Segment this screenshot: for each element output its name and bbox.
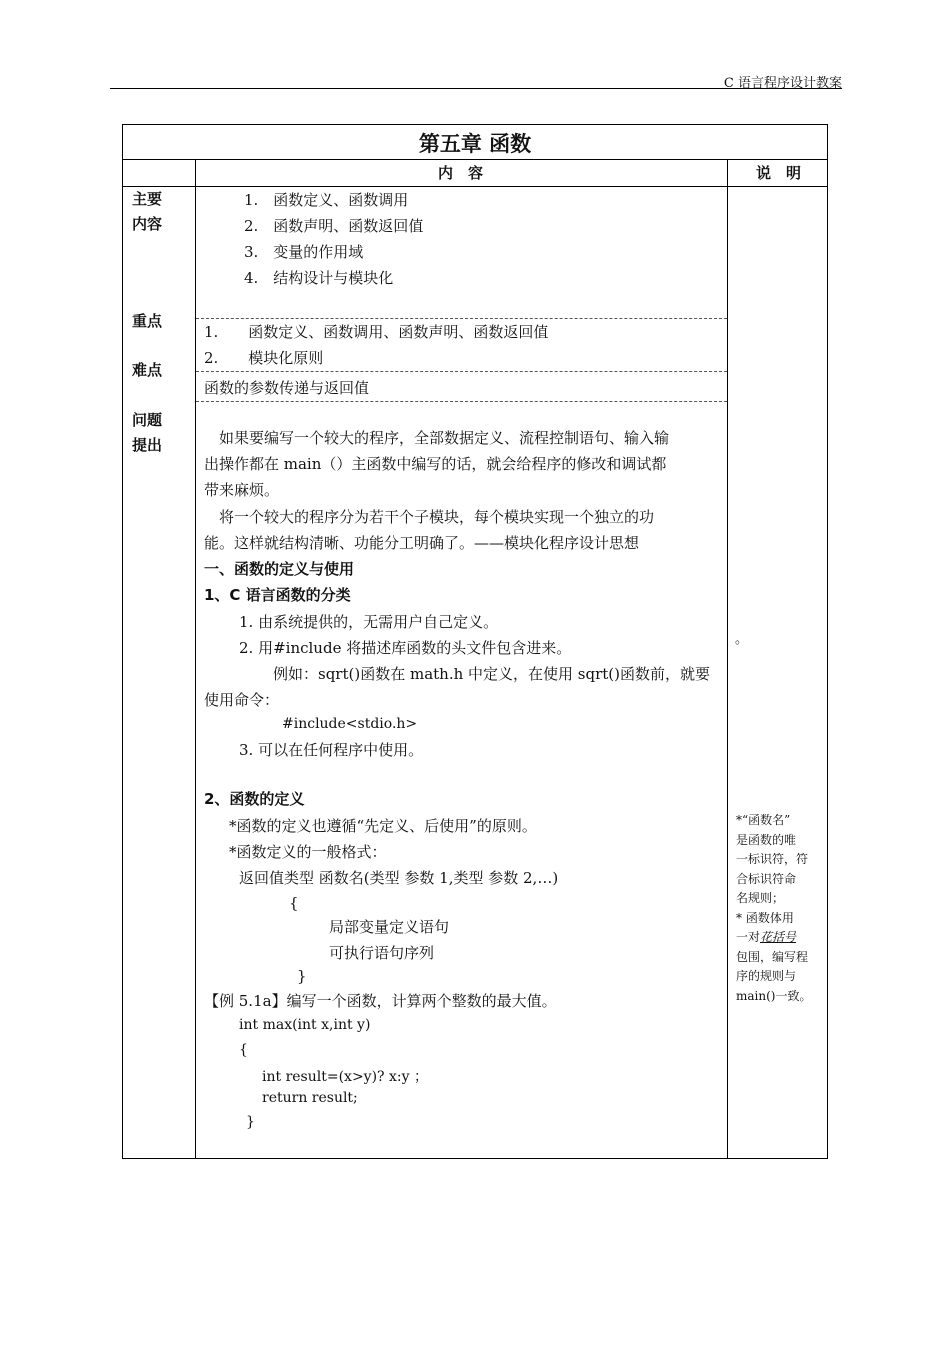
label-difficulties: 难点 <box>132 361 163 379</box>
list-item: 1. 由系统提供的，无需用户自己定义。 <box>239 613 499 631</box>
header-rule <box>110 88 842 89</box>
code-line: #include<stdio.h> <box>282 716 418 732</box>
list-item: 4. 结构设计与模块化 <box>244 269 394 287</box>
list-item: 1. 函数定义、函数调用 <box>244 191 409 209</box>
label-questions: 问题 提出 <box>132 411 163 454</box>
format-body-line: 局部变量定义语句 <box>329 918 450 936</box>
format-line: 返回值类型 函数名(类型 参数 1,类型 参数 2,…) <box>239 869 559 887</box>
header-row-rule <box>122 186 828 187</box>
list-item: 2. 用#include 将描述库函数的头文件包含进来。 <box>239 639 572 657</box>
code-line: int result=(x>y)? x:y ； <box>262 1069 428 1085</box>
list-item: 2. 模块化原则 <box>204 349 324 367</box>
subsection-heading: 2、函数的定义 <box>204 790 305 808</box>
label-main-content: 主要 内容 <box>132 190 163 233</box>
column-header-notes: 说 明 <box>756 164 802 182</box>
subsection-heading: 1、C 语言函数的分类 <box>204 586 351 604</box>
brace: } <box>297 967 307 985</box>
chapter-title: 第五章 函数 <box>418 132 532 156</box>
paragraph-line: *函数的定义也遵循“先定义、后使用”的原则。 <box>229 817 537 835</box>
code-line: { <box>239 1042 248 1058</box>
divider <box>196 318 727 319</box>
paragraph-line: 如果要编写一个较大的程序，全部数据定义、流程控制语句、输入输 <box>204 429 670 447</box>
paragraph-line: 带来麻烦。 <box>204 481 280 499</box>
left-column-rule <box>195 159 196 1159</box>
column-header-content: 内 容 <box>438 164 484 182</box>
label-key-points: 重点 <box>132 312 163 330</box>
format-body-line: 可执行语句序列 <box>329 944 435 962</box>
paragraph-line: 例如：sqrt()函数在 math.h 中定义，在使用 sqrt()函数前，就要 <box>273 665 710 683</box>
divider <box>196 371 727 372</box>
note-mark: 。 <box>735 632 749 647</box>
section-heading: 一、函数的定义与使用 <box>204 560 355 578</box>
paragraph-line: 能。这样就结构清晰、功能分工明确了。——模块化程序设计思想 <box>204 534 640 552</box>
paragraph-line: 将一个较大的程序分为若干个子模块，每个模块实现一个独立的功 <box>204 508 655 526</box>
divider <box>196 401 727 402</box>
list-item: 1. 函数定义、函数调用、函数声明、函数返回值 <box>204 323 549 341</box>
paragraph-line: 使用命令： <box>204 691 280 709</box>
list-item: 2. 函数声明、函数返回值 <box>244 217 424 235</box>
code-line: } <box>246 1114 255 1130</box>
list-item: 3. 变量的作用域 <box>244 243 364 261</box>
list-item: 3. 可以在任何程序中使用。 <box>239 741 424 759</box>
code-line: int max(int x,int y) <box>239 1017 371 1033</box>
example-title: 【例 5.1a】编写一个函数，计算两个整数的最大值。 <box>204 992 557 1010</box>
emphasis-text: 花括号 <box>760 930 797 944</box>
right-column-rule <box>727 159 728 1159</box>
paragraph-line: 出操作都在 main（）主函数中编写的话，就会给程序的修改和调试都 <box>204 455 667 473</box>
title-rule <box>122 159 828 160</box>
doc-title: C 语言程序设计教案 <box>723 76 842 91</box>
difficulty-text: 函数的参数传递与返回值 <box>204 379 370 397</box>
code-line: return result; <box>262 1090 358 1106</box>
paragraph-line: *函数定义的一般格式： <box>229 843 387 861</box>
side-note: *“函数名” 是函数的唯 一标识符，符 合标识符命 名规则； * 函数体用 一对花括号 包围，编写程 序的规则与 main()一致。 <box>736 813 812 1003</box>
brace: { <box>289 894 299 912</box>
